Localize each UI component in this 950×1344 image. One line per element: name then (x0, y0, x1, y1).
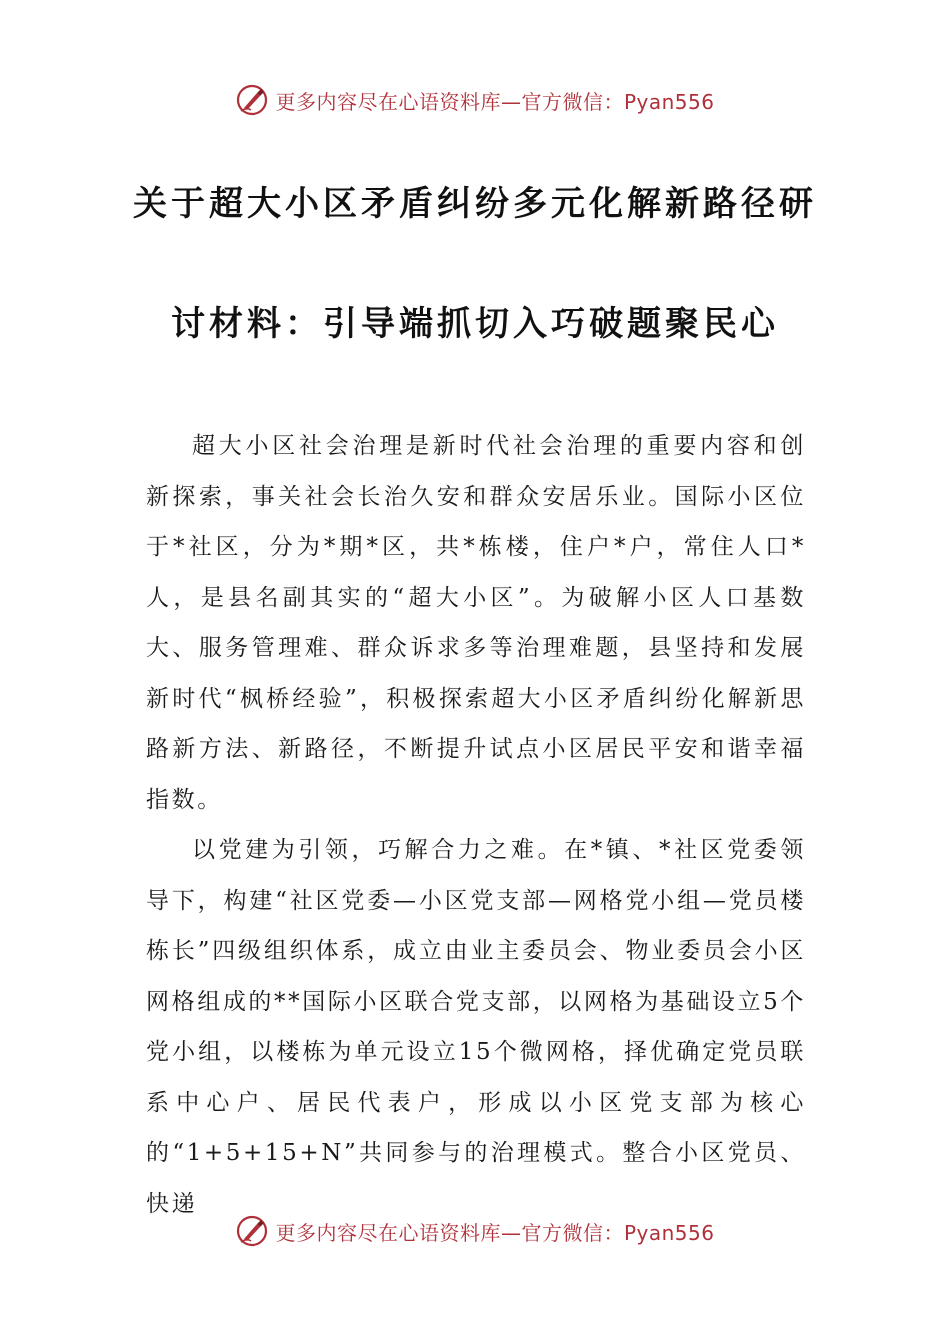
pen-logo-icon (235, 83, 269, 117)
document-body (146, 421, 806, 1229)
pen-logo-icon (235, 1214, 269, 1248)
body-paragraph: 超大小区社会治理是新时代社会治理的重要内容和创新探索，事关社会长治久安和群众安居乐业。国际小区位于*社区，分为*期*区，共*栋楼，住户*户，常住人口*人，是县名副其实的“超大小区”。为破解小区人口基数大、服务管理难、群众诉求多等治理难题，县坚持和发展新时代“枫桥经验”，积极探索超大小区矛盾纠纷化解新思路新方法、新路径，不断提升试点小区居民平安和谐幸福指数。 (146, 433, 806, 813)
document-title-line-2: 讨材料：引导端抓切入巧破题聚民心 (171, 304, 779, 344)
header-banner (0, 80, 950, 120)
body-paragraph: 以党建为引领，巧解合力之难。在*镇、*社区党委领导下，构建“社区党委—小区党支部—网格党小组—党员楼栋长”四级组织体系，成立由业主委员会、物业委员会小区网格组成的**国际小区联合党支部，以网格为基础设立5个党小组，以楼栋为单元设立15个微网格，择优确定党员联系中心户、居民代表户，形成以小区党支部为核心的“1+5+15+N”共同参与的治理模式。整合小区党员、快递 (146, 837, 806, 1217)
document-title-line-1: 关于超大小区矛盾纠纷多元化解新路径研 (133, 184, 817, 224)
header-banner-text: 更多内容尽在心语资料库—官方微信：Pyan556 (275, 89, 715, 114)
footer-banner (0, 1211, 950, 1251)
footer-banner-text: 更多内容尽在心语资料库—官方微信：Pyan556 (275, 1220, 715, 1245)
